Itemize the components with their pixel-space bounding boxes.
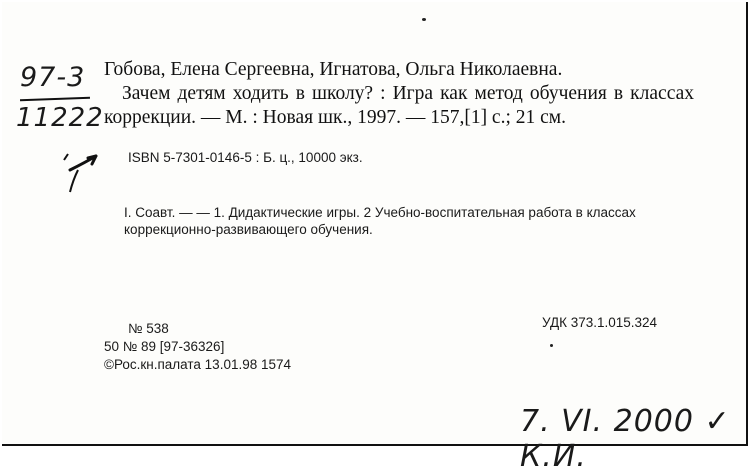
copyright-line: ©Рос.кн.палата 13.01.98 1574 [104, 357, 292, 372]
order-line: 50 № 89 [97-36326] [104, 339, 225, 354]
catalog-card [2, 2, 748, 474]
call-number-divider [20, 97, 90, 101]
call-number-bottom: 11222 [16, 103, 104, 133]
isbn-line: ISBN 5-7301-0146-5 : Б. ц., 10000 экз. [128, 150, 363, 165]
entry-body: Зачем детям ходить в школу? : Игра как метод обучения в классах коррекции. — М. : Новая шк., 1997. — 157,[1] с.; 21 см. [104, 83, 694, 128]
handwritten-date-signature: 7. VI. 2000 ✓ К.И. [520, 404, 731, 474]
call-number-top: 97-3 [20, 62, 86, 93]
entry-heading: Гобова, Елена Сергеевна, Игнатова, Ольга Николаевна. [104, 59, 563, 80]
udk-classification: УДК 373.1.015.324 [542, 315, 658, 330]
ink-speck [550, 344, 553, 347]
card-number: № 538 [128, 321, 169, 336]
bibliographic-entry [104, 58, 694, 130]
tracings: I. Соавт. — — 1. Дидактические игры. 2 Учебно-воспитательная работа в классах коррекционно-развивающего обучения. [124, 205, 636, 237]
ink-speck [422, 18, 426, 21]
handwritten-arrow-mark [60, 148, 110, 194]
